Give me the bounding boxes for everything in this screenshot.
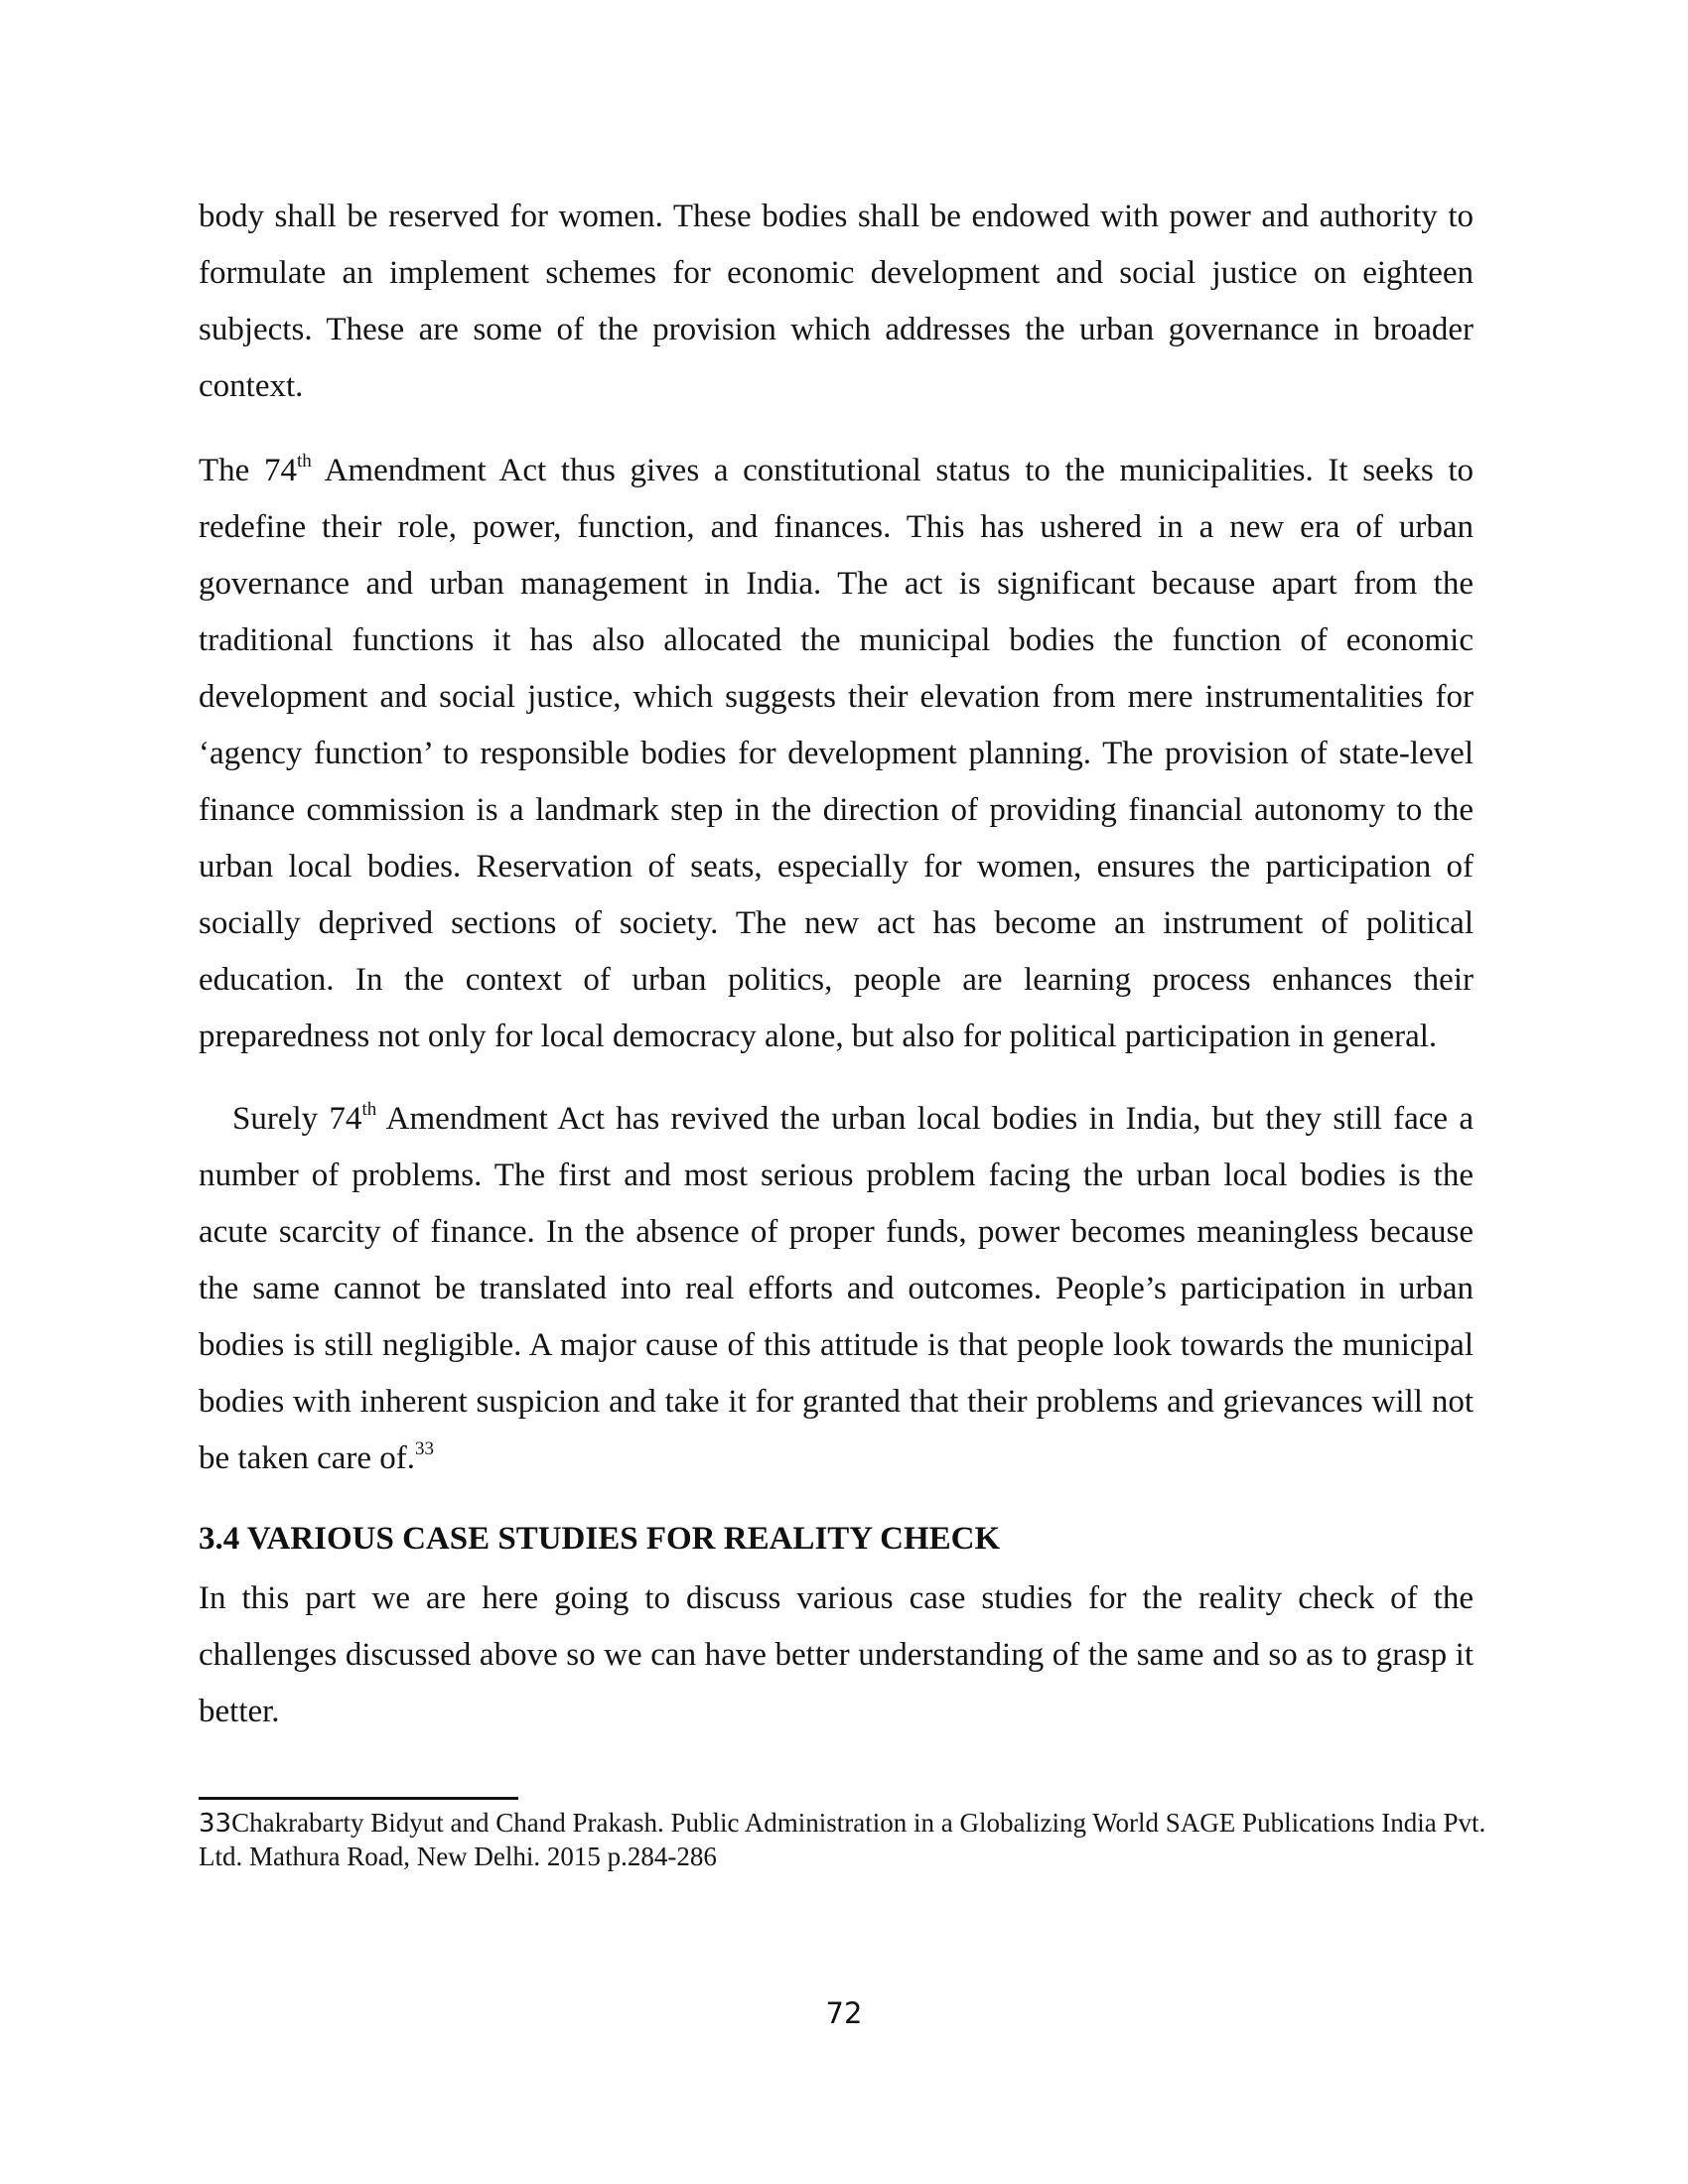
paragraph-case-studies-intro bbox=[199, 1570, 1474, 1740]
paragraph-74th-amendment-status bbox=[199, 443, 1474, 1065]
page-number: 72 bbox=[825, 1996, 863, 2030]
paragraph-text bbox=[199, 1091, 1474, 1487]
text-segment: Surely 74 bbox=[232, 1101, 362, 1137]
footnote-separator bbox=[199, 1797, 518, 1800]
text-segment: Amendment Act has revived the urban local bodies in India, but they still face a number of problems. The first and most serious problem facing the urban local bodies is the acute scarcity of finance. In the absence of proper funds, power becomes meaningless because the same cannot be translated into real efforts and outcomes. People’s participation in urban bodies is still negligible. A major cause of this attitude is that people look towards the municipal bodies with inherent suspicion and take it for granted that their problems and grievances will not be taken care of. bbox=[199, 1101, 1474, 1476]
footnote-reference[interactable]: 33 bbox=[415, 1438, 435, 1459]
footnote bbox=[199, 1807, 1489, 1873]
section-heading: 3.4 VARIOUS CASE STUDIES FOR REALITY CHECK bbox=[199, 1521, 1001, 1557]
footnote-number: 33 bbox=[199, 1809, 232, 1839]
paragraph-reserved-for-women bbox=[199, 189, 1474, 415]
paragraph-text bbox=[199, 443, 1474, 1065]
footnote-text: Chakrabarty Bidyut and Chand Prakash. Public Administration in a Globalizing World SAGE Publications India Pvt. Ltd. Mathura Road, New Delhi. 2015 p.284-286 bbox=[199, 1808, 1486, 1871]
text-segment: Amendment Act thus gives a constitutional status to the municipalities. It seeks to redefine their role, power, function, and finances. This has ushered in a new era of urban governance and urban management in India. The act is significant because apart from the traditional functions it has also allocated the municipal bodies the function of economic development and social justice, which suggests their elevation from mere instrumentalities for ‘agency function’ to responsible bodies for development planning. The provision of state-level finance commission is a landmark step in the direction of providing financial autonomy to the urban local bodies. Reservation of seats, especially for women, ensures the participation of socially deprived sections of society. The new act has become an instrument of political education. In the context of urban politics, people are learning process enhances their preparedness not only for local democracy alone, but also for political participation in general. bbox=[199, 453, 1474, 1054]
text-segment: The 74 bbox=[199, 453, 297, 488]
paragraph-problems-faced bbox=[199, 1091, 1474, 1487]
paragraph-text: body shall be reserved for women. These bodies shall be endowed with power and authority to formulate an implement schemes for economic development and social justice on eighteen subjects. These are some of the provision which addresses the urban governance in broader context. bbox=[199, 199, 1474, 404]
ordinal-superscript: th bbox=[296, 451, 312, 472]
ordinal-superscript: th bbox=[361, 1099, 377, 1120]
paragraph-text: In this part we are here going to discuss various case studies for the reality check of the challenges discussed above so we can have better understanding of the same and so as to grasp it better. bbox=[199, 1580, 1474, 1729]
